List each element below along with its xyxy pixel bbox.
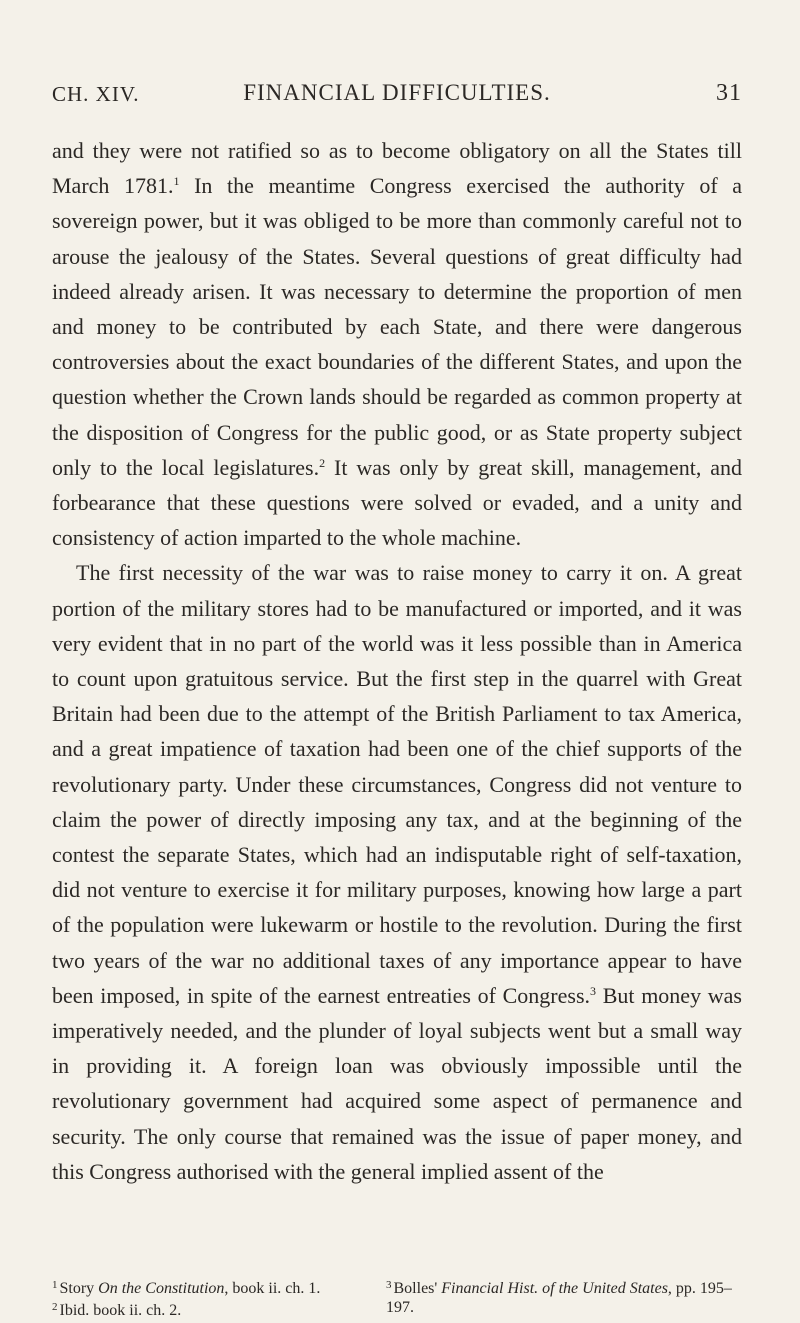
footnote-text: , pp. 195–197. — [386, 1280, 732, 1316]
footnote-text: Ibid. book ii. ch. 2. — [59, 1302, 182, 1319]
footnote-marker: 1 — [173, 174, 180, 189]
footnote-number: 1 — [52, 1279, 58, 1291]
footnote-text: Bolles' — [393, 1280, 442, 1297]
footnote-italic-text: Financial Hist. of the United States — [441, 1280, 668, 1297]
running-header — [52, 76, 742, 112]
chapter-label: CH. XIV. — [52, 82, 140, 106]
footnote — [52, 1276, 352, 1298]
text-run: In the meantime Congress exercised the authority of a sovereign power, but it was obliged to be more than commonly careful not to arouse the jealousy of the States. Several questions of great difficulty had indeed already arisen. It was necessary to determine the proportion of men and money to be contributed by each State, and there were dangerous controversies about the exact boundaries of the different States, and upon the question whether the Crown lands should be regarded as common property at the disposition of Congress for the public good, or as State property subject only to the local legislatures. — [52, 173, 742, 480]
paragraph — [52, 133, 742, 555]
footnotes-left-column — [52, 1276, 352, 1320]
text-run: The first necessity of the war was to raise money to carry it on. A great portion of the military stores had to be manufactured or imported, and it was very evident that in no part of the world was it less possible than in America to count upon gratuitous service. But the first step in the quarrel with Great Britain had been due to the attempt of the British Parliament to tax America, and a great impatience of taxation had been one of the chief supports of the revolutionary party. Under these circumstances, Congress did not venture to claim the power of directly imposing any tax, and at the beginning of the contest the separate States, which had an indisputable right of self-taxation, did not venture to exercise it for military purposes, knowing how large a part of the population were lukewarm or hostile to the revolution. During the first two years of the war no additional taxes of any importance appear to have been imposed, in spite of the earnest entreaties of Congress. — [52, 560, 742, 1008]
footnote-text: , book ii. ch. 1. — [224, 1280, 321, 1297]
footnote — [52, 1298, 352, 1320]
footnote — [386, 1276, 746, 1317]
page-number: 31 — [716, 80, 742, 106]
text-run: But money was imperatively needed, and the plunder of loyal subjects went but a small way in providing it. A foreign loan was obviously impossible until the revolutionary government had acquired some aspect of permanence and security. The only course that remained was the issue of paper money, and this Congress authorised with the general implied assent of the — [52, 982, 742, 1184]
footnote-text: Story — [59, 1280, 99, 1297]
paragraph — [52, 555, 742, 1189]
running-title: FINANCIAL DIFFICULTIES. — [243, 80, 551, 105]
text-run: It was only by great skill, management, and forbearance that these questions were solved or evaded, and a unity and consistency of action imparted to the whole machine. — [52, 454, 742, 551]
footnote-marker: 3 — [590, 983, 597, 998]
footnote-marker: 2 — [319, 455, 326, 470]
footnote-number: 2 — [52, 1301, 58, 1313]
text-run: and they were not ratified so as to become obligatory on all the States till March 1781. — [52, 138, 742, 199]
body-text — [52, 133, 742, 1189]
footnotes-right-column — [386, 1276, 746, 1317]
footnote-number: 3 — [386, 1279, 392, 1291]
footnote-italic-text: On the Constitution — [98, 1280, 225, 1297]
